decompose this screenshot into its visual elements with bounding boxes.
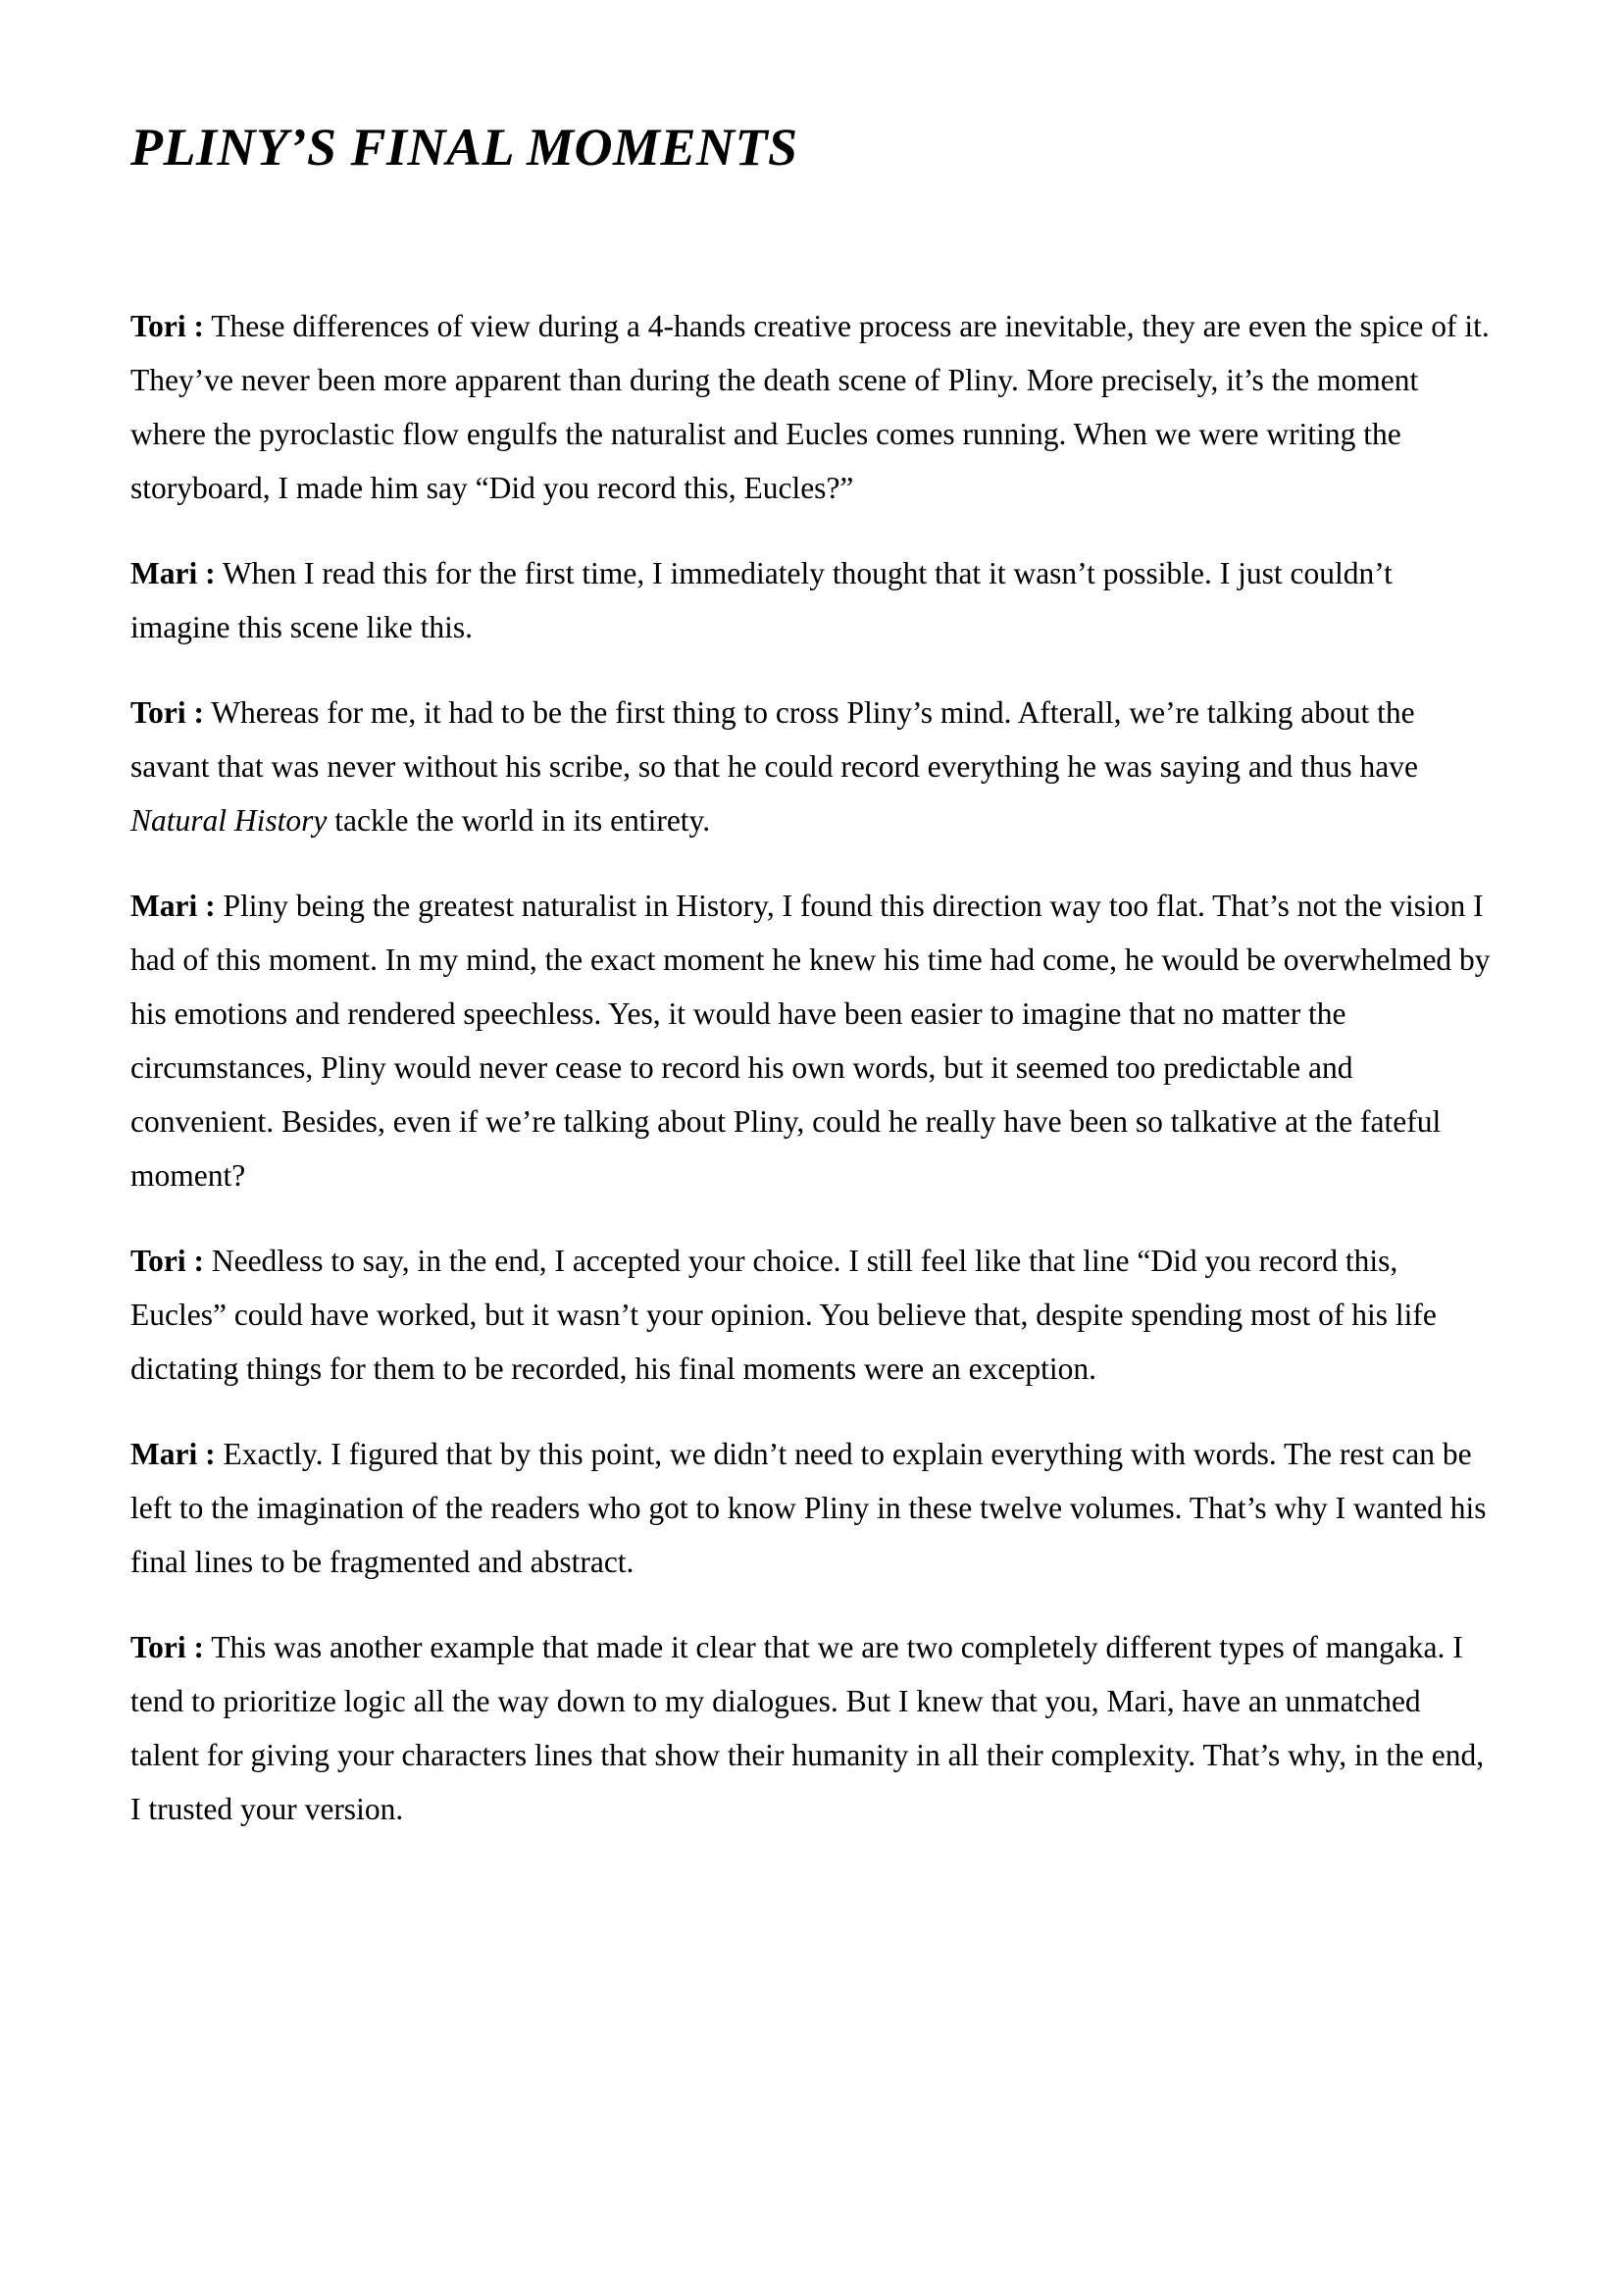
page-title: PLINY’S FINAL MOMENTS xyxy=(130,118,798,177)
dialogue-paragraph xyxy=(130,299,1494,515)
speaker-label: Mari : xyxy=(130,888,216,923)
dialogue-paragraph xyxy=(130,1620,1494,1836)
paragraph-text: When I read this for the first time, I immediately thought that it wasn’t possible. I just couldn’t imagine this scene like this. xyxy=(130,555,1393,644)
speaker-label: Mari : xyxy=(130,555,216,590)
dialogue-paragraph xyxy=(130,686,1494,847)
speaker-label: Tori : xyxy=(130,308,204,343)
dialogue-paragraph xyxy=(130,879,1494,1202)
speaker-label: Tori : xyxy=(130,1629,204,1664)
book-title-natural-history: Natural History xyxy=(130,802,328,838)
dialogue-section xyxy=(130,299,1494,1836)
speaker-label: Tori : xyxy=(130,694,204,730)
dialogue-paragraph xyxy=(130,546,1494,654)
paragraph-text: Needless to say, in the end, I accepted your choice. I still feel like that line “Did you record this, Eucles” could have worked, but it wasn’t your opinion. You believe that, despite spending most of his life dictating things for them to be recorded, his final moments were an exception. xyxy=(130,1243,1437,1386)
paragraph-text: This was another example that made it clear that we are two completely different types of mangaka. I tend to prioritize logic all the way down to my dialogues. But I knew that you, Mari, have an unmatched talent for giving your characters lines that show their humanity in all their complexity. That’s why, in the end, I trusted your version. xyxy=(130,1629,1485,1826)
paragraph-text: Whereas for me, it had to be the first thing to cross Pliny’s mind. Afterall, we’re talking about the savant that was never without his scribe, so that he could record everything he was saying and thus have xyxy=(130,694,1419,784)
paragraph-text: These differences of view during a 4-hands creative process are inevitable, they are even the spice of it. They’ve never been more apparent than during the death scene of Pliny. More precisely, it’s the moment where the pyroclastic flow engulfs the naturalist and Eucles comes running. When we were writing the storyboard, I made him say “Did you record this, Eucles?” xyxy=(130,308,1490,505)
speaker-label: Tori : xyxy=(130,1243,204,1278)
paragraph-text: Exactly. I figured that by this point, we didn’t need to explain everything with words. The rest can be left to the imagination of the readers who got to know Pliny in these twelve volumes. That’s why I wanted his final lines to be fragmented and abstract. xyxy=(130,1436,1487,1579)
dialogue-paragraph xyxy=(130,1427,1494,1589)
dialogue-paragraph xyxy=(130,1234,1494,1396)
paragraph-text: Pliny being the greatest naturalist in History, I found this direction way too flat. That’s not the vision I had of this moment. In my mind, the exact moment he knew his time had come, he would be overwhelmed by his emotions and rendered speechless. Yes, it would have been easier to imagine that no matter the circumstances, Pliny would never cease to record his own words, but it seemed too predictable and convenient. Besides, even if we’re talking about Pliny, could he really have been so talkative at the fateful moment? xyxy=(130,888,1491,1193)
speaker-label: Mari : xyxy=(130,1436,216,1471)
paragraph-text: tackle the world in its entirety. xyxy=(327,802,711,838)
